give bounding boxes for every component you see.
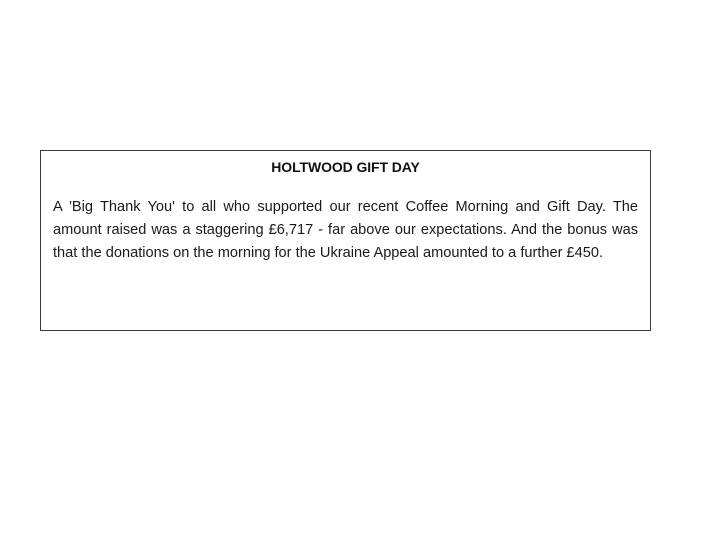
notice-body-text: A 'Big Thank You' to all who supported our recent Coffee Morning and Gift Day. The amount raised was a staggering £6,717 - far above our expectations. And the bonus was that the donations on the morning for the Ukraine Appeal amounted to a further £450. [53, 199, 638, 261]
notice-title: HOLTWOOD GIFT DAY [271, 159, 420, 175]
notice-box [40, 150, 651, 331]
